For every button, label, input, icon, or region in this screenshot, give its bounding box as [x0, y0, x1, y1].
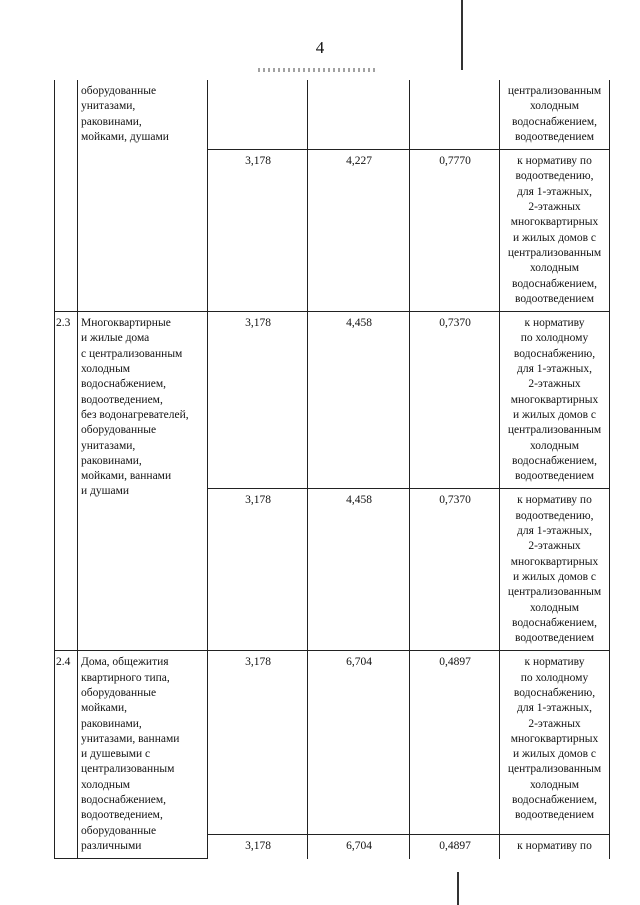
- comment-cell: к нормативу по водоотведению, для 1-этажных, 2-этажных многоквартирных и жилых домов с централизованным холодным водоснабжением, водоотведением: [500, 489, 610, 651]
- value-cell-2: 6,704: [308, 651, 410, 834]
- row-index: 2.3: [55, 312, 78, 651]
- comment-cell: к нормативу по водоотведению, для 1-этажных, 2-этажных многоквартирных и жилых домов с централизованным холодным водоснабжением, водоотведением: [500, 150, 610, 312]
- comment-cell: к нормативу по холодному водоснабжению, для 1-этажных, 2-этажных многоквартирных и жилых домов с централизованным холодным водоснабжением, водоотведением: [500, 651, 610, 834]
- value-cell-2: 4,458: [308, 312, 410, 489]
- value-cell-3: 0,7770: [410, 150, 500, 312]
- table-row: [55, 651, 610, 834]
- comment-cell: централизованным холодным водоснабжением, водоотведением: [500, 80, 610, 150]
- row-index: [55, 80, 78, 312]
- scan-noise: [258, 68, 378, 72]
- comment-cell: к нормативу по: [500, 834, 610, 859]
- value-cell-1: 3,178: [208, 312, 308, 489]
- table-row: [55, 80, 610, 150]
- scan-artifact-line: [457, 872, 459, 905]
- row-description: Дома, общежития квартирного типа, оборудованные мойками, раковинами, унитазами, ваннами и душевыми с централизованным холодным водоснабжением, водоотведением, оборудованные различными: [78, 651, 208, 859]
- row-description: оборудованные унитазами, раковинами, мойками, душами: [78, 80, 208, 312]
- scan-artifact-line: [461, 0, 463, 70]
- value-cell-1: 3,178: [208, 651, 308, 834]
- value-cell-1: 3,178: [208, 834, 308, 859]
- value-cell-3: [410, 80, 500, 150]
- value-cell-2: 4,227: [308, 150, 410, 312]
- value-cell-1: 3,178: [208, 489, 308, 651]
- value-cell-3: 0,7370: [410, 312, 500, 489]
- comment-cell: к нормативу по холодному водоснабжению, для 1-этажных, 2-этажных многоквартирных и жилых домов с централизованным холодным водоснабжением, водоотведением: [500, 312, 610, 489]
- row-description: Многоквартирные и жилые дома с централизованным холодным водоснабжением, водоотведением, без водонагревателей, оборудованные унитазами, раковинами, мойками, ваннами и душами: [78, 312, 208, 651]
- value-cell-1: [208, 80, 308, 150]
- value-cell-2: [308, 80, 410, 150]
- row-index: 2.4: [55, 651, 78, 859]
- value-cell-3: 0,7370: [410, 489, 500, 651]
- tariff-table: [54, 80, 610, 859]
- table-row: [55, 312, 610, 489]
- value-cell-2: 4,458: [308, 489, 410, 651]
- value-cell-3: 0,4897: [410, 834, 500, 859]
- value-cell-2: 6,704: [308, 834, 410, 859]
- value-cell-1: 3,178: [208, 150, 308, 312]
- page-number: 4: [315, 38, 325, 57]
- value-cell-3: 0,4897: [410, 651, 500, 834]
